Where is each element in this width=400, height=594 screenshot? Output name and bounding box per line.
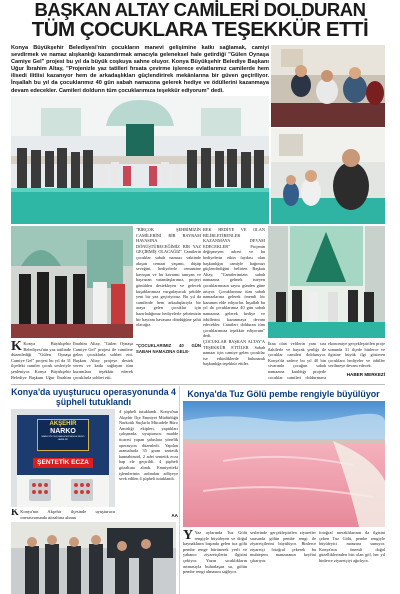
article-column-3a: REK HEDİYE VE OLAN BİLİRLETİRENLER KAZANMAYA DEVAM EDECEKLER" Projenin değişmeyen adresi ve bu hediyelerin etkin faydası olan başkanlığın camiyle bağımızı güçlendirdiğini belirten Başkan Altay, "Camilerimizin sabah namazına gelmek isteyen çocuklarımızın sayısı günden güne artıyor. Çocuklarımız tüm sabah namazlarına gelerek önemli bir kazanım elde ediyorlar. İnşallah bu yıl da çocuklarımız 40 gün sabah namazına gelerek hediye ve ödüllerini kazanmaya devam edecekler. Camileri dolduran tüm çocuklarımıza teşekkür ediyorum" dedi. <box>203 227 265 339</box>
section-separator-vertical <box>179 386 180 594</box>
section-divider <box>11 384 385 385</box>
headline-line-2: TÜM ÇOCUKLARA TEŞEKKÜR ETTİ <box>31 18 369 41</box>
photo-praying-boys <box>271 45 385 127</box>
drug-body-right: 4 şüpheli tutuklandı. Konya'nın Akşehir İlçe Emniyet Müdürlüğü Narkotik Suçlarla Mücadele Büro Amirliği ekipleri, yaptıkları çalışmada, uyuşturucu madde ticareti yapan şahıslara yönelik operasyon düzenledi. Yapılan aramalarda 35 gram sentetik kannabinoid, 2 adet sentetik ecza hap ele geçirildi. 4 şüpheli gözaltına alındı. Emniyetteki işlemlerinin ardından adliyeye sevk edilen 4 şüpheli tutuklandı. <box>119 409 178 482</box>
photo-man-with-children <box>271 128 385 224</box>
photo-police-suspects <box>11 522 176 594</box>
photo-mosque-group <box>11 96 269 224</box>
narko-brand: AKŞEHİR <box>49 421 77 427</box>
narko-main: NARKO <box>50 428 76 435</box>
article-column-2b <box>136 343 201 379</box>
drug-body-left: K Konya'nın Akşehir ilçesinde uyuşturucu operasyonunda gözaltına alınan <box>11 509 115 519</box>
caption-left-text: Konya Büyükşehir Belediyesi'nin yaz tatilinde düzenlediği "Gülen Oynaşa Camiye Gel" projesi bu yıl da 31 ilçedeki camiler çocuk sesleriyle şenleniyor. Konya Büyükşehir Belediye Başkanı Uğur İbrahim <box>11 341 71 380</box>
narko-sub: NARKOTİK SUÇLARLA MÜCADELE BÜRO AMİRLİĞİ <box>41 436 85 441</box>
photo-pink-salt-lake <box>183 401 385 527</box>
article-column-2a: "BİRÇOK ŞEHRİMİZİN CAMİLERİNİ BİR BAYRAM HAVASINA DÖNÜŞTÜRECEĞİMİZ BİR YAZ GEÇİRMİŞ OLACAĞIZ" Camilerin çocuklar sabah namazı vaktinde akışan cemaat yaşamı, düşüp seveğini, hediyelerle cemaatine kavuşan ve bu kavramı tanıyan ve başvuran vatandaşlarımız, projeyi gönülden destekleyen ve gelecek kuşaklarımıza vurgulayacak şekilde yeni bir yaz geçiriyoruz. Bu yıl da camilerde hem arkadaşlarıyla bir araya gelen çocuklar için hazırladığımız hediyelerle şehrimizin bir bayram havasına döndüğüne şahit olacağız. <box>136 227 201 328</box>
evidence-label: ŞENTETİK ECZA <box>33 458 93 468</box>
headline-line-1: BAŞKAN ALTAY CAMİLERİ DOLDURAN <box>34 0 366 20</box>
drug-headline-text: Konya'da uyuşturucu operasyonunda 4 şüpheli tutuklandı <box>11 387 176 407</box>
signature: HABER MERKEZİ <box>346 372 385 377</box>
drug-body-left-text: Konya'nın Akşehir ilçesinde uyuşturucu operasyonunda gözaltına alınan <box>20 509 115 519</box>
narko-sign <box>37 419 89 451</box>
salt-column-1: Y Yaz aylarında Tuz Gölü rengiyle büyüleyen ve doğal kaynakların başında gelen tuz gölü pembe renge bürünerek yerli ve yabancı ziyaretçilerin ilgisini çekiyor. Yazın sıcaklıkların artmasıyla buharlaşan su, gölün pembe rengi almasını sağlıyor. <box>183 530 247 575</box>
salt-headline: Konya'da Tuz Gölü pembe rengiyle büyülüyor <box>187 389 380 399</box>
article-column-3b: ÇOCUKLAR BAŞKAN ALTAY'A TEŞEKKÜR ETTİLER Sabah namazı için camiye gelen çocuklar ise etkinliklerde bulunarak başkanlığa teşekkür ettiler. <box>203 339 265 367</box>
lead-paragraph: Konya Büyükşehir Belediyesi'nin çocukların manevi gelişimine katkı sağlamak, camiyi sevdirmek ve namaz alışkanlığı kazandırmak amacıyla geleneksel hale getirdiği "Gülen Oynaşa Camiye Gel" projesi bu yıl da büyük coşkuya sahne oluyor. Konya Büyükşehir Belediye Başkanı Uğur İbrahim Altay, "Projenizle yaz tatilleri fırsata çevirme işlerece evlatlarımız camilerde hem ilisedi ilitlisi kazanıyor hem de arkadaşlıkları güçlendirirek mekânlarına bir güven geçiriliyor. İnşallah bu yıl da çocuklarımız 40 gün sabah namazına gelerek hediye ve ödüllerini kazanmaya devam edecekler. Camileri doldurın tüm çocuklarımıza teşekkür ediyorum" dedi. <box>11 45 269 94</box>
photo-children-praying <box>11 226 133 338</box>
article-column-4: İkna olan velilerin yanı sıra ilahilerle ve bayrak şenliği ile çocuklar camileri dolduruyor. Konya'da sadece bu yıl 40 bin civarında çocuğun sabah namazına katıldığı projede çocuklar camileri doldurmaya <box>268 341 326 379</box>
photo-narcotics-evidence <box>11 409 115 507</box>
salt-column-3: fotoğraf meraklılarının da ilgisini çeken Tuz Gölü, pembe rengiyle büyüleyici manzara sunuyor. Konya'nın önemli doğal güzelliklerinden biri olan göl, her yıl binlerce ziyaretçiyi ağırlıyor. <box>319 530 385 563</box>
photo-mosque-interior-green <box>268 226 385 338</box>
drug-headline <box>11 387 176 407</box>
salt-column-1-text: Yaz aylarında Tuz Gölü rengiyle büyüleyen ve doğal kaynakların başında gelen tuz gölü pembe renge bürünerek yerli ve yabancı ziyaretçilerin ilgisini çekiyor. Yazın sıcaklıkların artmasıyla buharlaşan su, gölün pembe rengi almasını sağlıyor. <box>183 530 247 575</box>
article-column-5: ekonomiye gerçekleştirilen proje sonunda 31 ilçede binlerce ve ilgisine büyük ilgi gösteren çocuklara hediyeler ve ödüller verilmeye devam edecek. <box>328 341 385 369</box>
salt-column-2: seslerinde gerçekleştirilen ziyaretler sırasında gölün pembe rengi ile ziyaretçilerini büyülüyor. Binlerce ziyaretçi fotoğraf çekerek bu muhteşem manzaranın keyfini çıkarıyor. <box>250 530 316 563</box>
caption-middle: İbrahim Altay, "Gülen Oynaşa Camiye Gel" projesi ile camilere gelen çocuklarla sohbet etti. Başkan Altay projeye destek veren ve katkı sağlayan tüm kurumlara teşekkür ederek çocuklarla sohbet etti. <box>73 341 133 380</box>
caption-left: K Konya Büyükşehir Belediyesi'nin yaz tatilinde düzenlediği "Gülen Oynaşa Camiye Gel" projesi bu yıl da 31 ilçedeki camiler çocuk sesleriyle şenleniyor. Konya Büyükşehir Belediye Başkanı Uğur İbrahim <box>11 341 71 381</box>
drug-signature: AA <box>171 513 178 518</box>
subheading-forty-days: "ÇOCUKLARIMIZ 40 GÜN SABAH NAMAZINA GELE- <box>136 343 201 354</box>
